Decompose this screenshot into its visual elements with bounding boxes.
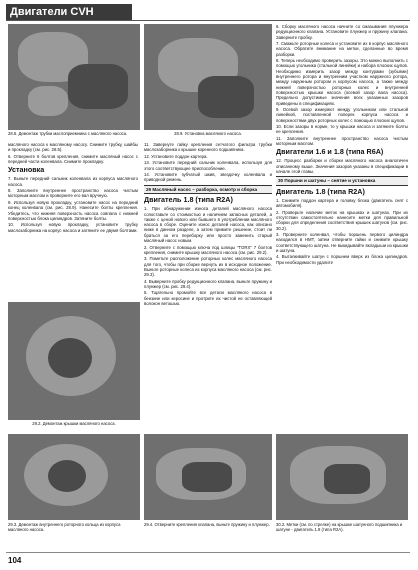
figure-28-9 xyxy=(144,24,272,130)
heading-r6a: Двигатели 1.6 и 1.8 (типа R6A) xyxy=(276,147,384,157)
col3-para-6: 11. Заполните внутреннее пространство насоса чистым моторным маслом. xyxy=(276,135,408,147)
figure-28-5 xyxy=(8,24,140,130)
section-box-30: 30 Поршни и шатуны – снятие и установка xyxy=(276,176,408,186)
section-box-29: 29 Масляный насос – разборка, осмотр и сборка xyxy=(144,185,272,195)
column-2-text xyxy=(144,142,272,308)
heading-r2a-2: Двигатель 1.8 (типа R2A) xyxy=(276,186,365,196)
column-3-text xyxy=(276,24,408,266)
col2-para-9: 5. Тщательно промойте все детали масляного насоса в бензине или керосине и протрите их чистой не оставляющей волокон ветошью. xyxy=(144,290,272,307)
column-1-text xyxy=(8,142,138,234)
caption-29-3: 29.3. Демонтаж внутреннего роторного кольца из корпуса масляного насоса. xyxy=(8,522,121,532)
page-number: 104 xyxy=(8,556,22,565)
col3-para-11: 4. Выталкивайте шатун с поршнем вверх из блока цилиндров. При необходимости удалите xyxy=(276,254,408,265)
col1-para-4: 8. Заполните внутреннее пространство насоса чистым моторным маслом и проверните его вал вручную. xyxy=(8,188,138,199)
col1-para-2: 6. Отверните 6 болтов крепления, снимите масляный насос с передней части коленвала. Снимите прокладку. xyxy=(8,153,138,165)
col1-para-5: 9. Используя новую прокладку, установите насос на передний конец коленвала (см. рис. 28.9). Нанесите болты крепления. Убедитесь, что нижняя поверхность насоса совпала с нижней поверхностью блока цилиндров. Затяните болты. xyxy=(8,199,138,221)
footer-rule xyxy=(6,552,410,553)
figure-30-2 xyxy=(276,434,408,520)
col1-para-6: 10. Используя новую прокладку, установите трубку маслозаборника на корпус насоса и затяните ее двумя болтами. xyxy=(8,222,138,233)
col2-para-5: 1. При обнаружении износа деталей масляного насоса сопоставьте со стоимостью и наличием запасных деталей, а также с ценой нового или бывшего в употреблении масляного насоса в сборе. Оцените износ деталей насоса, как описано ниже в данном разделе, а затем примите решение, стоит ли браться за его переборку или просто заменить старый масляный насос новым. xyxy=(144,206,272,244)
figure-29-2 xyxy=(8,302,140,420)
col3-para-3: 8. Теперь необходимо проверить зазоры. Это можно выполнить с помощью угольника (стальной линейки) и набора плоских щупов. Необходимо измерить зазор между контурами (зубьями) внутреннего ротора и внутренним участком наружного ротора, между наружным ротором и корпусом насоса, а также между нижней поверхностью роторных колес и внутренней поверхностью крышки насоса (осевой зазор вала насоса). Предельно допустимые значения всех указанных зазоров приведены в спецификациях. xyxy=(276,58,408,106)
col3-para-9: 2. Проверьте наличие меток на крышках и шатунах. При их отсутствии самостоятельно нанесите метки для правильной сборки для определения соответствия крышек шатунов (см. рис. 30.2). xyxy=(276,209,408,231)
caption-29-2: 29.2. Демонтаж крышки масляного насоса. xyxy=(32,421,116,426)
caption-28-9: 28.9. Установка масляного насоса. xyxy=(174,131,242,136)
col2-para-1: 11. Завернуте гайку крепления сетчатого фильтра трубки маслозаборника к крышке коренного подшипника. xyxy=(144,142,272,153)
col3-para-1: 6. Сборку масляного насоса начните со смазывания плунжера редукционного клапана. Установите плунжер и пружину клапана. Заверните пробку. xyxy=(276,24,408,40)
col2-para-4: 14. Установите зубчатый шкив, звездочку коленвала и приводной ремень. xyxy=(144,172,272,183)
col3-para-10: 3. Проверните коленвал, чтобы поршень первого цилиндра находился в НМТ, затем отверните гайки и снимите крышку соответствующего шатуна. Не выкидывайте вкладыши из крышки и шатуна. xyxy=(276,232,408,253)
caption-29-4: 29.4. Отверните крепления клапана, выньте пружину и плунжер. xyxy=(144,522,270,527)
heading-r2a-1: Двигатель 1.8 (типа R2A) xyxy=(144,195,233,205)
col3-para-4: 9. Осевой зазор измеряют между угольником или стальной линейкой, поставленной поперек корпуса насоса и поверхностями двух роторных колес с помощью плоских щупов. xyxy=(276,107,408,123)
header-rule xyxy=(6,20,410,21)
col2-para-8: 4. Выверните пробку редукционного клапана, выньте пружину и плунжер (см. рис. 29.4). xyxy=(144,278,272,289)
col2-para-6: 2. Отверните с помощью ключа под шлицы "TORX" 7 болтов крепления, снимите крышку масляного насоса (см. рис. 29.2). xyxy=(144,244,272,255)
caption-30-2: 30.2. Метки (см. по стрелке) на крышке шатунного подшипника и шатуне - двигатель 1.8 (типа R2A). xyxy=(276,522,403,532)
col2-para-2: 12. Установите поддон картера. xyxy=(144,153,208,159)
col1-para-3: 7. Выньте передний сальник коленвала из корпуса масляного насоса. xyxy=(8,176,138,187)
col3-para-2: 7. Смажьте роторные колеса и установите их в корпус масляного насоса. Обратите внимание на метки, сделанные во время разборки. xyxy=(276,41,408,57)
col1-para-1: масляного насоса к масляному насосу. Снимите трубку, шайбы и прокладку (см. рис. 28.5). xyxy=(8,142,138,153)
caption-28-5: 28.5. Демонтаж трубки маслоприемника с масляного насоса. xyxy=(8,131,128,136)
col3-para-7: 12. Процесс разборки и сборки масляного насоса аналогичен описанному выше. Значения зазоров указаны в спецификации в начале этой главы. xyxy=(276,158,408,175)
page-header: Двигатели CVH xyxy=(6,4,132,20)
figure-29-4 xyxy=(144,434,272,520)
col3-para-8: 1. Снимите поддон картера и головку блока (двигатель снят с автомобиля). xyxy=(276,197,408,209)
col2-para-7: 3. Пометьте расположение роторных колес масляного насоса для того, чтобы при сборке вернуть их в исходное положение. Выньте роторные колеса из корпуса масляного насоса (см. рис. 29.3). xyxy=(144,256,272,278)
col2-para-3: 13. Установите передний сальник коленвала, используя для этого соответствующее приспособление. xyxy=(144,160,272,171)
heading-install: Установка xyxy=(8,165,45,175)
col3-para-5: 10. Если зазоры в норме, то у крышки насоса и затяните болты ее крепления. xyxy=(276,124,408,135)
figure-29-3 xyxy=(8,434,140,520)
